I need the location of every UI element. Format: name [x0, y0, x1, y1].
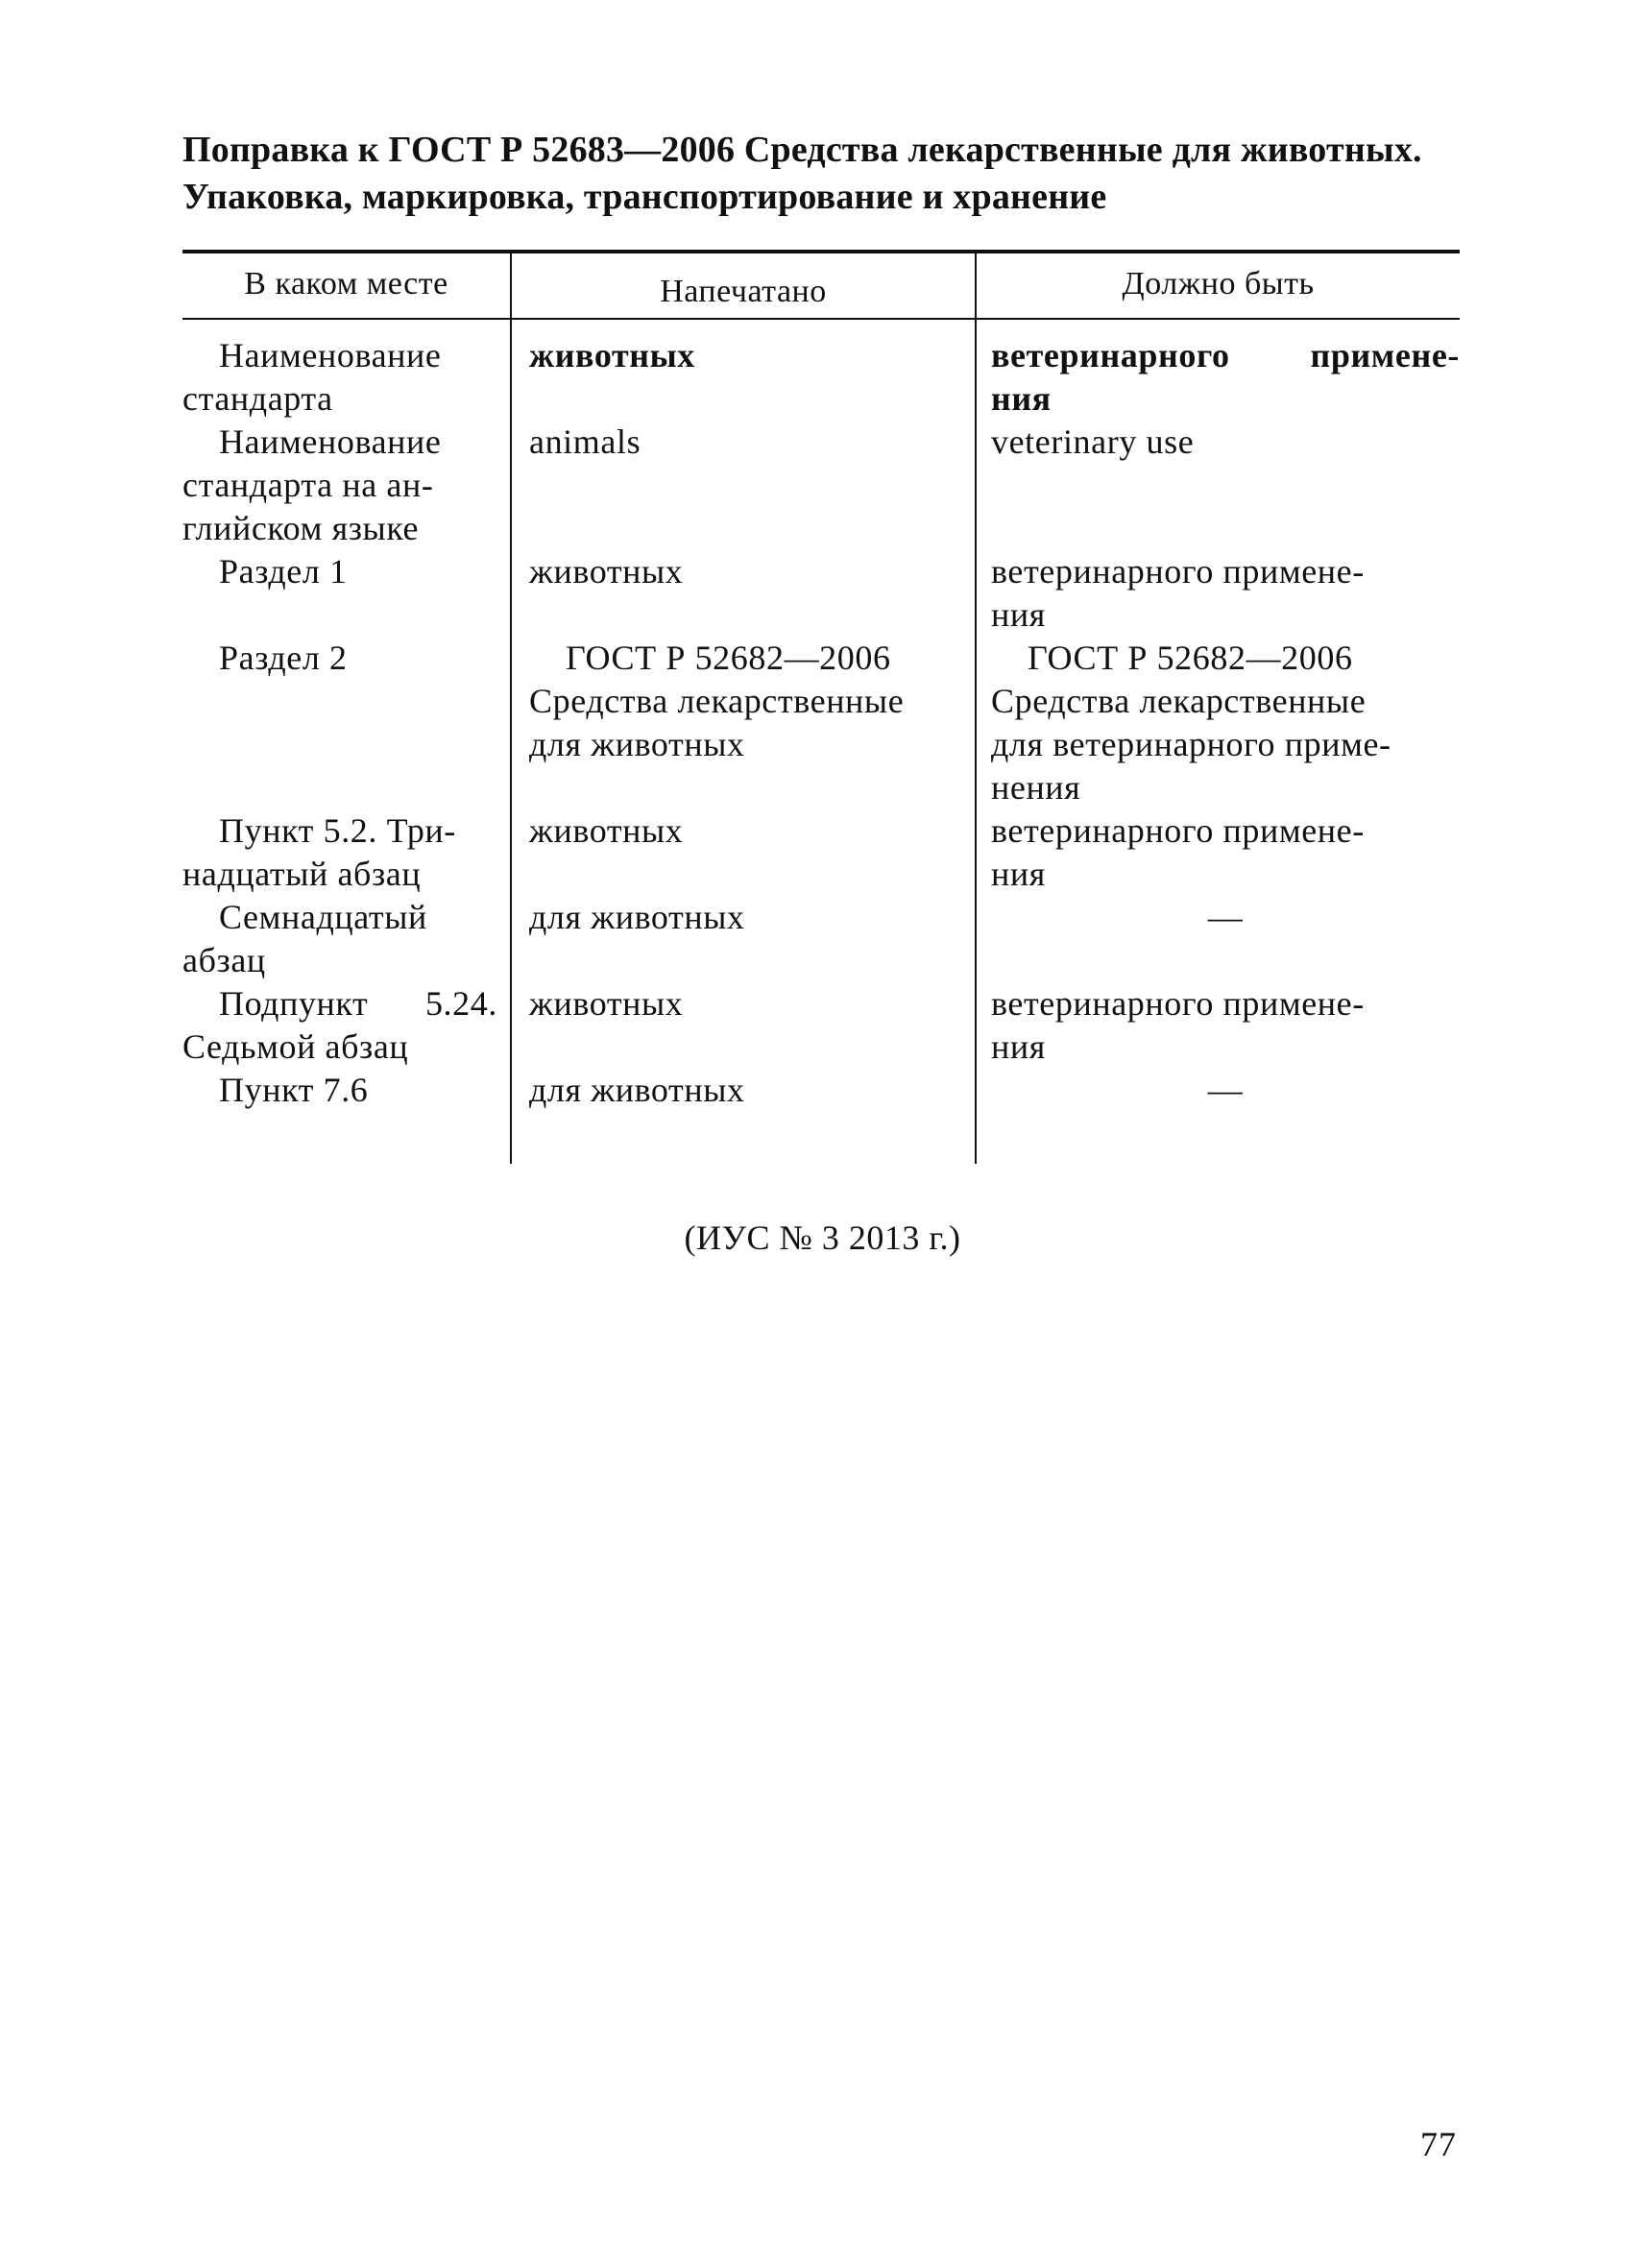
- row-3-should-be: ГОСТ Р 52682—2006 Средства лекарственные для ветеринарного приме- нения: [991, 639, 1391, 807]
- row-5-printed: для животных: [529, 898, 745, 936]
- row-1-printed: animals: [529, 422, 641, 461]
- title-line-1: Поправка к ГОСТ Р 52683—2006 Средства лекарственные для животных.: [182, 130, 1422, 170]
- header-place: В каком месте: [244, 265, 448, 302]
- row-4-place: Пункт 5.2. Три- надцатый абзац: [182, 811, 456, 893]
- row-1-should-be: veterinary use: [991, 422, 1195, 461]
- row-2-place: Раздел 1: [219, 552, 348, 591]
- row-0-should-be: ветеринарного примене- ния: [991, 336, 1460, 418]
- row-0-printed: животных: [529, 336, 695, 374]
- row-6-should-be: ветеринарного примене- ния: [991, 984, 1365, 1066]
- row-2-should-be: ветеринарного примене- ния: [991, 552, 1365, 634]
- row-5-should-be: —: [1207, 898, 1244, 936]
- row-0-place: Наименование стандарта: [182, 336, 442, 418]
- header-printed: Напечатано: [660, 273, 827, 309]
- row-3-printed: ГОСТ Р 52682—2006 Средства лекарственные для животных: [529, 639, 905, 763]
- header-should-be: Должно быть: [1122, 265, 1315, 302]
- column-divider-1: [510, 253, 512, 1164]
- row-3-place: Раздел 2: [219, 639, 348, 677]
- document-title: [182, 127, 1469, 221]
- title-line-2: Упаковка, маркировка, транспортирование и хранение: [182, 177, 1107, 217]
- row-4-printed: животных: [529, 811, 684, 850]
- row-7-printed: для животных: [529, 1071, 745, 1109]
- row-5-place: Семнадцатый абзац: [182, 898, 427, 979]
- column-divider-2: [975, 253, 977, 1164]
- row-6-printed: животных: [529, 984, 684, 1023]
- row-6-place: Подпункт 5.24. Седьмой абзац: [182, 984, 497, 1066]
- source-reference: (ИУС № 3 2013 г.): [684, 1218, 961, 1257]
- row-2-printed: животных: [529, 552, 684, 591]
- page-number: 77: [1420, 2125, 1457, 2163]
- row-1-place: Наименование стандарта на ан- глийском языке: [182, 422, 442, 547]
- row-7-place: Пункт 7.6: [219, 1071, 369, 1109]
- row-7-should-be: —: [1207, 1071, 1244, 1109]
- row-4-should-be: ветеринарного примене- ния: [991, 811, 1365, 893]
